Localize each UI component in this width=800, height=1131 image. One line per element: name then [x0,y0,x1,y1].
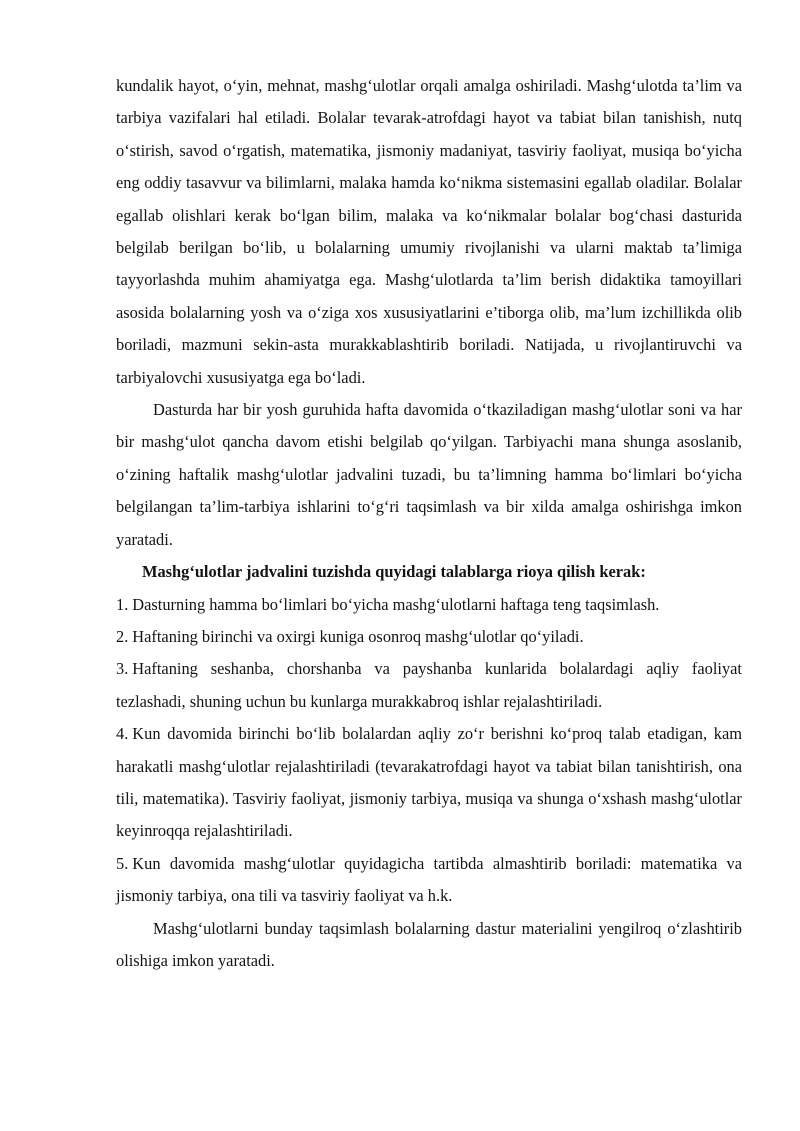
list-item [116,653,742,718]
document-page [116,70,742,977]
section-heading: Mashg‘ulotlar jadvalini tuzishda quyidagi talablarga rioya qilish kerak: [142,562,646,582]
paragraph-schedule: Dasturda har bir yosh guruhida hafta davomida o‘tkaziladigan mashg‘ulotlar soni va har bir mashg‘ulot qancha davom etishi belgilab qo‘yilgan. Tarbiyachi mana shunga asoslanib, o‘zining haftalik mashg‘ulotlar jadvalini tuzadi, bu ta’limning hamma bo‘limlari bo‘yicha belgilangan ta’lim-tarbiya ishlarini to‘g‘ri taqsimlash va bir xilda amalga oshirishga imkon yaratadi. [116,400,742,549]
list-item-text: Haftaning seshanba, chorshanba va payshanba kunlarida bolalardagi aqliy faoliyat tezlashadi, shuning uchun bu kunlarga murakkabroq ishlar rejalashtiriladi. [116,659,742,711]
list-item-text: Dasturning hamma bo‘limlari bo‘yicha mashg‘ulotlarni haftaga teng taqsimlash. [132,594,660,614]
list-item-text: Haftaning birinchi va oxirgi kuniga osonroq mashg‘ulotlar qo‘yiladi. [132,626,584,646]
paragraph-intro: kundalik hayot, o‘yin, mehnat, mashg‘ulotlar orqali amalga oshiriladi. Mashg‘ulotda ta’lim va tarbiya vazifalari hal etiladi. Bolalar tevarak-atrofdagi hayot va tabiat bilan tanishish, nutq o‘stirish, savod o‘rgatish, matematika, jismoniy madaniyat, tasviriy faoliyat, musiqa bo‘yicha eng oddiy tasavvur va bilimlarni, malaka hamda ko‘nikma sistemasini egallab oladilar. Bolalar egallab olishlari kerak bo‘lgan bilim, malaka va ko‘nikmalar bolalar bog‘chasi dasturida belgilab berilgan bo‘lib, u bolalarning umumiy rivojlanishi va ularni maktab ta’limiga tayyorlashda muhim ahamiyatga ega. Mashg‘ulotlarda ta’lim berish didaktika tamoyillari asosida bolalarning yosh va o‘ziga xos xususiyatlarini e’tiborga olib, ma’lum izchillikda olib boriladi, mazmuni sekin-asta murakkablashtirib boriladi. Natijada, u rivojlantiruvchi va tarbiyalovchi xususiyatga ega bo‘ladi. [116,76,742,387]
list-item-text: Kun davomida birinchi bo‘lib bolalardan aqliy zo‘r berishni ko‘proq talab etadigan, kam harakatli mashg‘ulotlar rejalashtiriladi (tevarakatrofdagi hayot va tabiat bilan tanishtirish, ona tili, matematika). Tasviriy faoliyat, jismoniy tarbiya, musiqa va shunga o‘xshash mashg‘ulotlar keyinroqqa rejalashtiriladi. [116,724,742,841]
list-item-text: Kun davomida mashg‘ulotlar quyidagicha tartibda almashtirib boriladi: matematika va jismoniy tarbiya, ona tili va tasviriy faoliyat va h.k. [116,853,742,906]
list-item-number: 3. [116,659,129,679]
list-item [116,621,742,653]
list-item-number: 5. [116,853,129,873]
list-item-number: 1. [116,594,129,614]
list-item [116,589,742,621]
list-item-number: 2. [116,626,129,646]
paragraph-conclusion: Mashg‘ulotlarni bunday taqsimlash bolalarning dastur materialini yengilroq o‘zlashtirib olishiga imkon yaratadi. [116,918,742,970]
list-item-number: 4. [116,724,129,744]
list-item [116,718,742,848]
list-item [116,848,742,913]
